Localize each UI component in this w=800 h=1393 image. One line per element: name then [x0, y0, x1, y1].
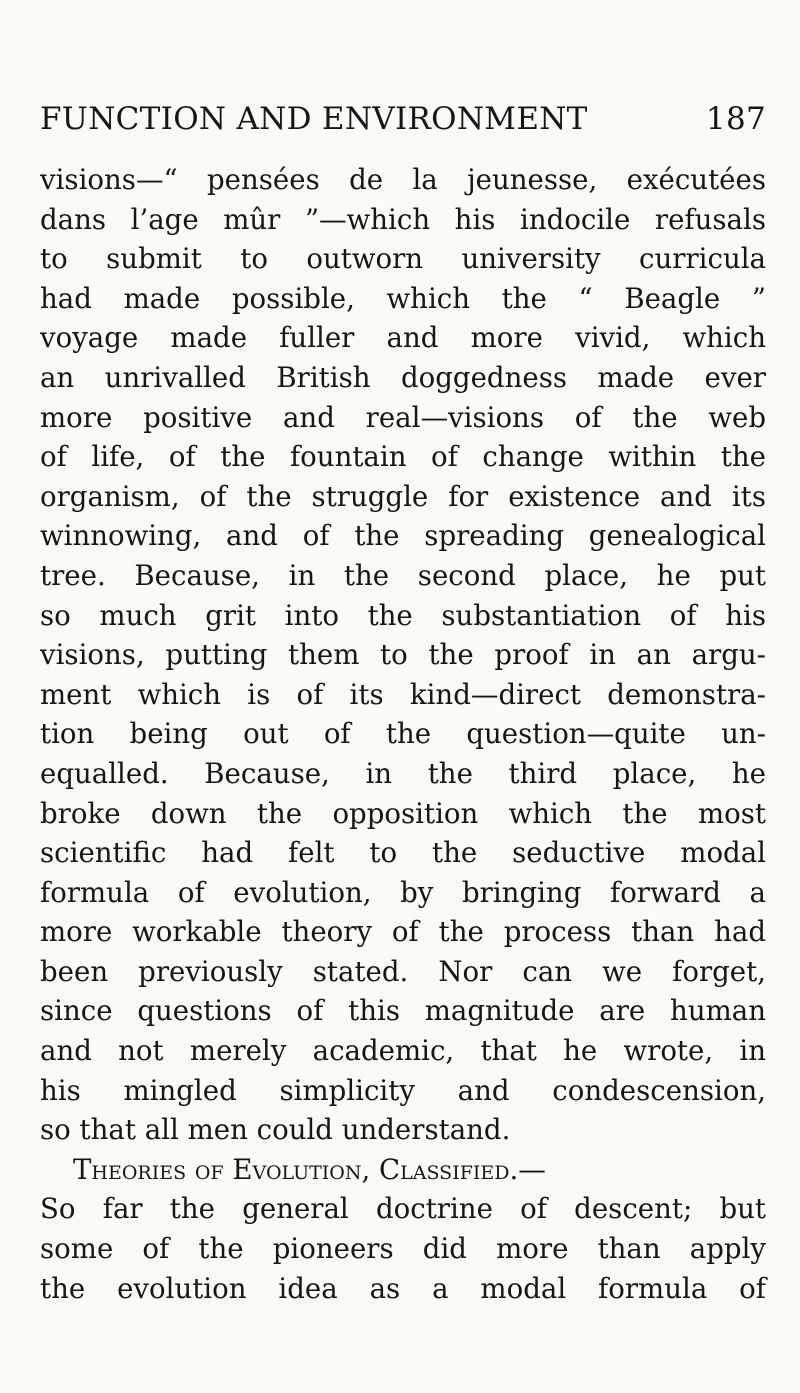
section-line-1: So far the general doctrine of descent; but [40, 1192, 766, 1226]
text-line-20: more workable theory of the process than had [40, 915, 766, 949]
section-line-3: the evolution idea as a modal formula of [40, 1271, 766, 1305]
text-line-18: scientific had felt to the seductive modal [40, 836, 766, 870]
text-line-6: an unrivalled British doggedness made ever [40, 360, 766, 394]
text-line-15: tion being out of the question—quite un- [40, 717, 766, 751]
text-line-22: since questions of this magnitude are human [40, 994, 766, 1028]
text-line-24: his mingled simplicity and condescension, [40, 1073, 766, 1107]
text-line-14: ment which is of its kind—direct demonstra- [40, 677, 766, 711]
running-head [40, 99, 766, 139]
text-line-4: had made possible, which the “ Beagle ” [40, 281, 766, 315]
page-number: 187 [705, 101, 766, 137]
section-heading: Theories of Evolution, Classified.— [73, 1152, 546, 1186]
text-line-12: so much grit into the substantiation of his [40, 598, 766, 632]
running-title: FUNCTION AND ENVIRONMENT [40, 101, 588, 137]
section-line-2: some of the pioneers did more than apply [40, 1232, 766, 1266]
text-line-3: to submit to outworn university curricula [40, 242, 766, 276]
text-line-2: dans l’age mûr ”—which his indocile refusals [40, 202, 766, 236]
text-line-9: organism, of the struggle for existence and its [40, 479, 766, 513]
text-line-8: of life, of the fountain of change within the [40, 440, 766, 474]
text-line-11: tree. Because, in the second place, he put [40, 558, 766, 592]
text-line-25: so that all men could understand. [40, 1113, 511, 1147]
text-line-16: equalled. Because, in the third place, he [40, 756, 766, 790]
text-line-23: and not merely academic, that he wrote, in [40, 1034, 766, 1068]
body-text [40, 160, 766, 1308]
text-line-5: voyage made fuller and more vivid, which [40, 321, 766, 355]
text-line-21: been previously stated. Nor can we forget, [40, 954, 766, 988]
text-line-10: winnowing, and of the spreading genealogical [40, 519, 766, 553]
text-line-7: more positive and real—visions of the web [40, 400, 766, 434]
text-line-19: formula of evolution, by bringing forward a [40, 875, 766, 909]
text-line-17: broke down the opposition which the most [40, 796, 766, 830]
text-line-13: visions, putting them to the proof in an argu- [40, 638, 766, 672]
text-line-1: visions—“ pensées de la jeunesse, exécutées [40, 163, 766, 196]
